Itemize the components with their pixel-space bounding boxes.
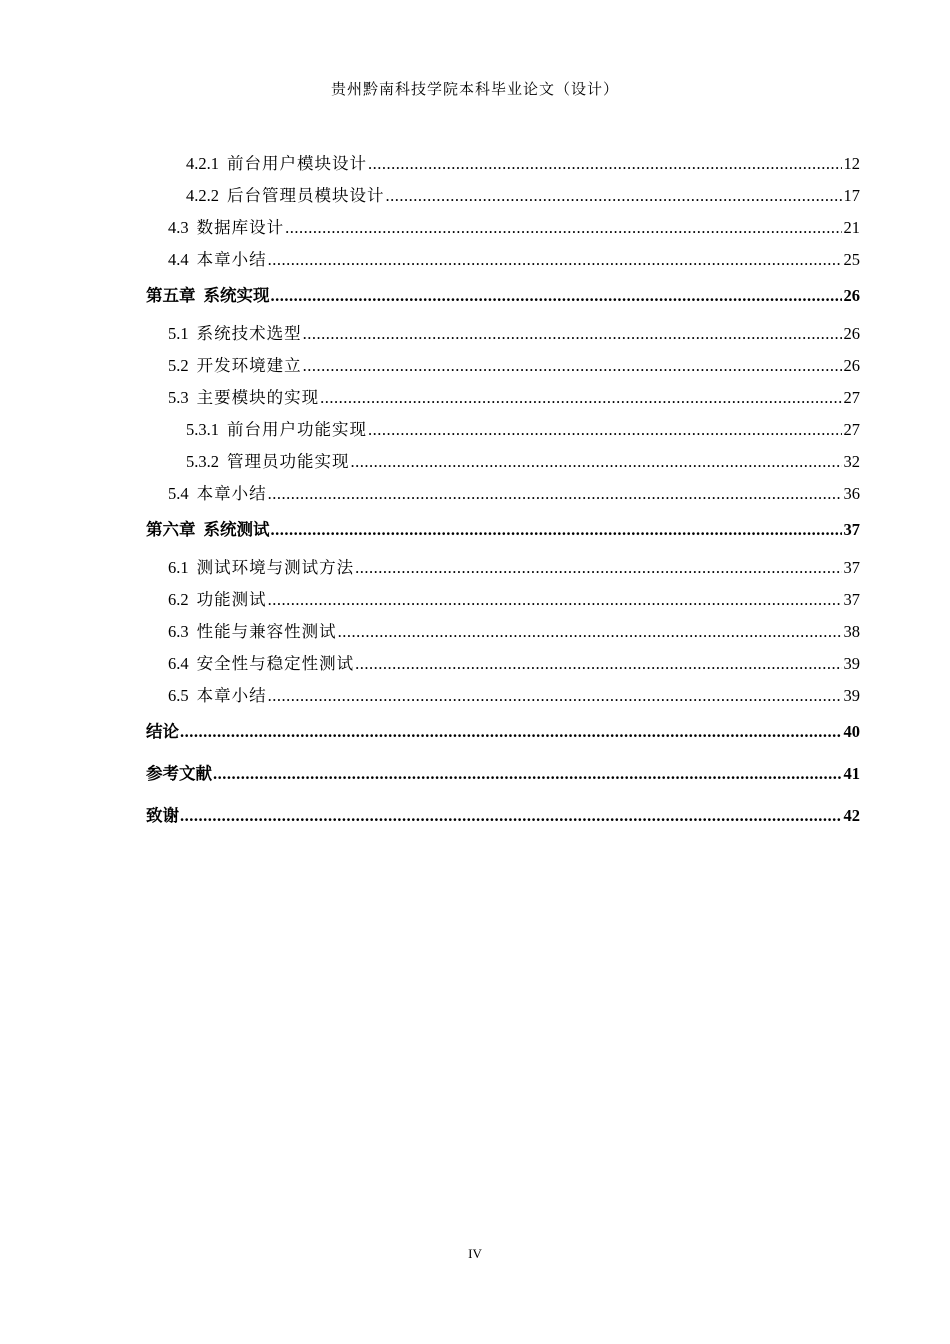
- toc-entry-number: 5.3: [168, 388, 189, 407]
- toc-leader: [268, 684, 842, 708]
- toc-entry-title: 系统技术选型: [196, 324, 302, 343]
- toc-leader: [268, 588, 842, 612]
- toc-leader: [268, 248, 842, 272]
- toc-entry-number: 6.3: [168, 622, 189, 641]
- toc-entry[interactable]: [146, 386, 860, 418]
- toc-leader: [180, 800, 842, 832]
- toc-entry-page: 32: [843, 452, 860, 471]
- toc-leader: [271, 514, 842, 546]
- table-of-contents: [146, 152, 860, 842]
- toc-entry-page: 36: [843, 484, 860, 503]
- toc-chapter-entry[interactable]: [146, 800, 860, 842]
- toc-leader: [355, 556, 841, 580]
- toc-chapter-entry[interactable]: [146, 514, 860, 556]
- toc-entry-number: 6.2: [168, 590, 189, 609]
- toc-entry-title: 开发环境建立: [196, 356, 302, 375]
- toc-entry-title: 致谢: [146, 806, 179, 825]
- toc-entry-title: 系统实现: [203, 286, 270, 305]
- toc-entry-number: 6.1: [168, 558, 189, 577]
- toc-entry-page: 39: [843, 686, 860, 705]
- toc-entry-title: 数据库设计: [196, 218, 285, 237]
- toc-leader: [351, 450, 842, 474]
- toc-entry-title: 本章小结: [196, 686, 267, 705]
- toc-leader: [355, 652, 841, 676]
- page-number: IV: [468, 1246, 482, 1261]
- toc-entry-title: 前台用户功能实现: [227, 420, 367, 439]
- toc-entry[interactable]: [146, 620, 860, 652]
- toc-entry[interactable]: [146, 450, 860, 482]
- toc-leader: [285, 216, 841, 240]
- toc-entry[interactable]: [146, 354, 860, 386]
- toc-entry-page: 37: [843, 558, 860, 577]
- toc-leader: [213, 758, 842, 790]
- toc-entry[interactable]: [146, 588, 860, 620]
- toc-entry-title: 测试环境与测试方法: [196, 558, 355, 577]
- toc-chapter-entry[interactable]: [146, 280, 860, 322]
- toc-leader: [303, 354, 842, 378]
- toc-entry-title: 管理员功能实现: [227, 452, 350, 471]
- toc-chapter-entry[interactable]: [146, 758, 860, 800]
- toc-entry-title: 前台用户模块设计: [227, 154, 367, 173]
- toc-entry[interactable]: [146, 322, 860, 354]
- toc-entry-number: 4.3: [168, 218, 189, 237]
- toc-leader: [386, 184, 842, 208]
- toc-entry-title: 系统测试: [203, 520, 270, 539]
- toc-entry-page: 27: [843, 420, 860, 439]
- toc-entry-page: 37: [843, 590, 860, 609]
- toc-entry-number: 5.2: [168, 356, 189, 375]
- toc-entry-number: 6.5: [168, 686, 189, 705]
- toc-entry-number: 4.2.1: [186, 154, 219, 173]
- toc-chapter-entry[interactable]: [146, 716, 860, 758]
- toc-entry-page: 37: [843, 520, 860, 539]
- page-header: 贵州黔南科技学院本科毕业论文（设计）: [330, 82, 619, 98]
- toc-entry-title: 安全性与稳定性测试: [196, 654, 355, 673]
- toc-entry-number: 5.4: [168, 484, 189, 503]
- toc-entry-number: 6.4: [168, 654, 189, 673]
- toc-leader: [320, 386, 841, 410]
- toc-entry-number: 5.3.2: [186, 452, 219, 471]
- toc-entry[interactable]: [146, 216, 860, 248]
- toc-entry-number: 4.2.2: [186, 186, 219, 205]
- toc-entry[interactable]: [146, 482, 860, 514]
- toc-entry-page: 12: [843, 154, 860, 173]
- toc-entry-number: 5.1: [168, 324, 189, 343]
- toc-entry-page: 25: [843, 250, 860, 269]
- toc-entry[interactable]: [146, 418, 860, 450]
- toc-leader: [368, 152, 842, 176]
- toc-entry[interactable]: [146, 684, 860, 716]
- toc-leader: [271, 280, 842, 312]
- toc-entry-title: 主要模块的实现: [196, 388, 320, 407]
- toc-entry-title: 本章小结: [196, 250, 267, 269]
- toc-entry-page: 26: [843, 356, 860, 375]
- toc-entry[interactable]: [146, 652, 860, 684]
- toc-entry[interactable]: [146, 556, 860, 588]
- toc-entry-page: 26: [843, 286, 860, 305]
- toc-entry-page: 39: [843, 654, 860, 673]
- toc-entry-page: 17: [843, 186, 860, 205]
- toc-leader: [180, 716, 842, 748]
- toc-entry-number: 4.4: [168, 250, 189, 269]
- toc-leader: [268, 482, 842, 506]
- toc-entry-title: 后台管理员模块设计: [227, 186, 385, 205]
- toc-entry-number: 5.3.1: [186, 420, 219, 439]
- toc-entry-page: 40: [843, 722, 860, 741]
- toc-entry-title: 参考文献: [146, 764, 212, 783]
- toc-entry[interactable]: [146, 152, 860, 184]
- toc-entry-page: 27: [843, 388, 860, 407]
- toc-leader: [338, 620, 842, 644]
- toc-leader: [368, 418, 842, 442]
- toc-entry-title: 本章小结: [196, 484, 267, 503]
- toc-entry-title: 性能与兼容性测试: [196, 622, 337, 641]
- toc-entry[interactable]: [146, 248, 860, 280]
- toc-entry[interactable]: [146, 184, 860, 216]
- toc-leader: [303, 322, 842, 346]
- toc-entry-page: 41: [843, 764, 860, 783]
- toc-entry-number: 第六章: [146, 520, 196, 539]
- toc-entry-page: 42: [843, 806, 860, 825]
- toc-entry-title: 功能测试: [196, 590, 267, 609]
- toc-entry-title: 结论: [146, 722, 179, 741]
- toc-entry-page: 38: [843, 622, 860, 641]
- toc-entry-page: 26: [843, 324, 860, 343]
- toc-entry-number: 第五章: [146, 286, 196, 305]
- toc-entry-page: 21: [843, 218, 860, 237]
